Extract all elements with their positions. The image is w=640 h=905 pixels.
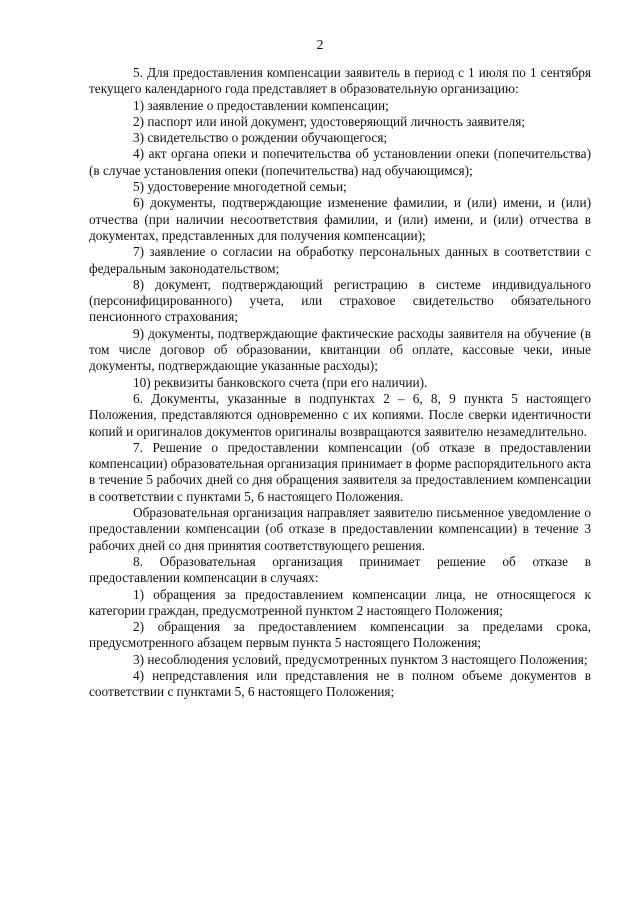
list-item-8-1: 1) обращения за предоставлением компенсации лица, не относящегося к категории граждан, предусмотренной пунктом 2 настоящего Положения; (89, 586, 591, 618)
list-item-5-10: 10) реквизиты банковского счета (при его наличии). (133, 374, 428, 390)
list-item-5-4: 4) акт органа опеки и попечительства об установлении опеки (попечительства) (в случае установления опеки (попечительства) над обучающимся); (89, 146, 591, 178)
list-item-5-3: 3) свидетельство о рождении обучающегося; (133, 130, 388, 146)
list-item-5-7: 7) заявление о согласии на обработку персональных данных в соответствии с федеральным законодательством; (89, 244, 591, 276)
list-item-5-8: 8) документ, подтверждающий регистрацию в системе индивидуального (персонифицированного) учета, или страховое свидетельство обязательного пенсионного страхования; (89, 276, 591, 325)
page-number: 2 (316, 38, 324, 53)
paragraph-5: 5. Для предоставления компенсации заявитель в период с 1 июля по 1 сентября текущего календарного года представляет в образовательную организацию: (89, 65, 591, 97)
paragraph-7: 7. Решение о предоставлении компенсации (об отказе в предоставлении компенсации) образовательная организация принимает в форме распорядительного акта в течение 5 рабочих дней со дня обращения заявителя за предоставлением компенсации в соответствии с пунктами 5, 6 настоящего Положения. (89, 439, 591, 504)
list-item-5-1: 1) заявление о предоставлении компенсации; (133, 97, 389, 113)
list-item-8-2: 2) обращения за предоставлением компенсации за пределами срока, предусмотренного абзацем первым пункта 5 настоящего Положения; (89, 619, 591, 651)
list-item-8-3: 3) несоблюдения условий, предусмотренных пунктом 3 настоящего Положения; (133, 651, 588, 667)
list-item-5-2: 2) паспорт или иной документ, удостоверяющий личность заявителя; (133, 113, 526, 129)
list-item-8-4: 4) непредставления или представления не в полном объеме документов в соответствии с пунктами 5, 6 настоящего Положения; (89, 667, 591, 700)
document-body (89, 65, 591, 701)
list-item-5-6: 6) документы, подтверждающие изменение фамилии, и (или) имени, и (или) отчества (при наличии несоответствия фамилии, и (или) имени, и (или) отчества в документах, представленных для получения компенсации); (89, 195, 591, 243)
paragraph-7-notice: Образовательная организация направляет заявителю письменное уведомление о предоставлении компенсации (об отказе в предоставлении компенсации) в течение 3 рабочих дней со дня принятия соответствующего решения. (89, 505, 591, 553)
list-item-5-5: 5) удостоверение многодетной семьи; (133, 179, 347, 195)
list-item-5-9: 9) документы, подтверждающие фактические расходы заявителя на обучение (в том числе договор об образовании, квитанции об оплате, кассовые чеки, иные документы, подтверждающие указанные расходы); (89, 325, 591, 374)
paragraph-8: 8. Образовательная организация принимает решение об отказе в предоставлении компенсации в случаях: (89, 553, 591, 586)
paragraph-6: 6. Документы, указанные в подпунктах 2 – 6, 8, 9 пункта 5 настоящего Положения, представляются одновременно с их копиями. После сверки идентичности копий и оригиналов документов оригиналы возвращаются заявителю незамедлительно. (89, 390, 591, 439)
